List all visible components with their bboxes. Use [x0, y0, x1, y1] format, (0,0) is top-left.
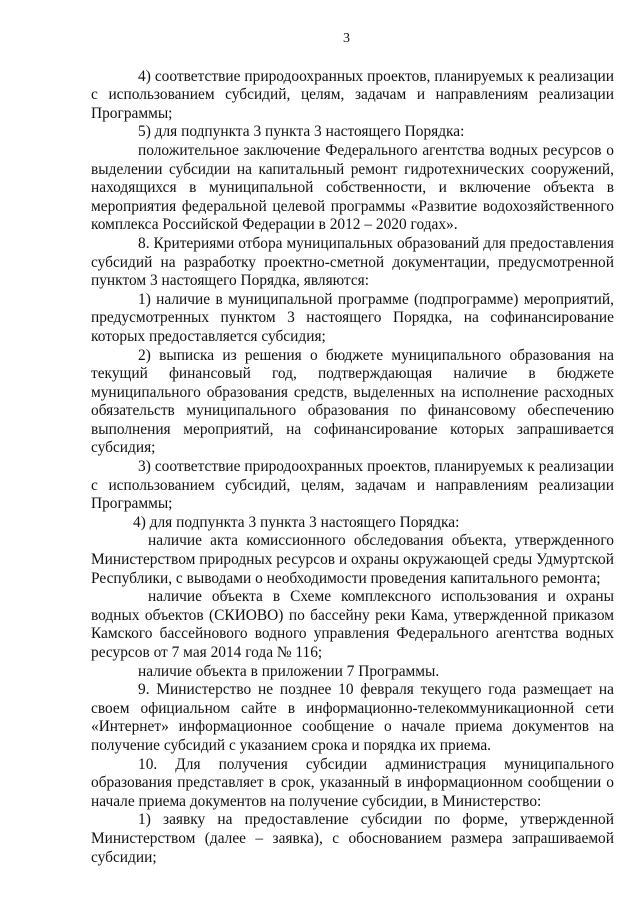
paragraph: 5) для подпункта 3 пункта 3 настоящего Порядка: — [138, 123, 465, 141]
paragraph: 4) соответствие природоохранных проектов, планируемых к реализации с использованием субсидий, целям, задачам и направлениям реализации Программы; — [91, 67, 614, 122]
paragraph: наличие объекта в Схеме комплексного использования и охраны водных объектов (СКИОВО) по бассейну реки Кама, утвержденной приказом Камского бассейнового водного управления Федерального агентства водных ресурсов от 7 мая 2014 года № 116; — [91, 588, 614, 661]
paragraph: положительное заключение Федерального агентства водных ресурсов о выделении субсидии на капитальный ремонт гидротехнических сооружений, находящихся в муниципальной собственности, и включение объекта в мероприятия федеральной целевой программы «Развитие водохозяйственного комплекса Российской Федерации в 2012 – 2020 годах». — [91, 141, 614, 234]
paragraph: 3) соответствие природоохранных проектов, планируемых к реализации с использованием субсидий, целям, задачам и направлениям реализации Программы; — [91, 458, 614, 513]
paragraph: 1) наличие в муниципальной программе (подпрограмме) мероприятий, предусмотренных пунктом 3 настоящего Порядка, на софинансирование которых предоставляется субсидия; — [91, 290, 614, 345]
paragraph: 10. Для получения субсидии администрация муниципального образования представляет в срок, указанный в информационном сообщении о начале приема документов на получение субсидии, в Министерство: — [91, 755, 614, 810]
paragraph: 2) выписка из решения о бюджете муниципального образования на текущий финансовый год, подтверждающая наличие в бюджете муниципального образования средств, выделенных на исполнение расходных обязательств муниципального образования по финансовому обеспечению выполнения мероприятий, на софинансирование которых запрашивается субсидия; — [91, 346, 614, 457]
page-number: 3 — [343, 31, 350, 46]
paragraph: 1) заявку на предоставление субсидии по форме, утвержденной Министерством (далее – заявка), с обоснованием размера запрашиваемой субсидии; — [91, 811, 614, 866]
paragraph: 9. Министерство не позднее 10 февраля текущего года размещает на своем официальном сайте в информационно-телекоммуникационной сети «Интернет» информационное сообщение о начале приема документов на получение субсидий с указанием срока и порядка их приема. — [91, 681, 614, 754]
paragraph: наличие объекта в приложении 7 Программы. — [138, 662, 440, 680]
paragraph: 8. Критериями отбора муниципальных образований для предоставления субсидий на разработку проектно-сметной документации, предусмотренной пунктом 3 настоящего Порядка, являются: — [91, 234, 614, 290]
paragraph: наличие акта комиссионного обследования объекта, утвержденного Министерством природных ресурсов и охраны окружающей среды Удмуртской Республики, с выводами о необходимости проведения капитального ремонта; — [91, 532, 614, 587]
paragraph: 4) для подпункта 3 пункта 3 настоящего Порядка: — [133, 513, 460, 531]
